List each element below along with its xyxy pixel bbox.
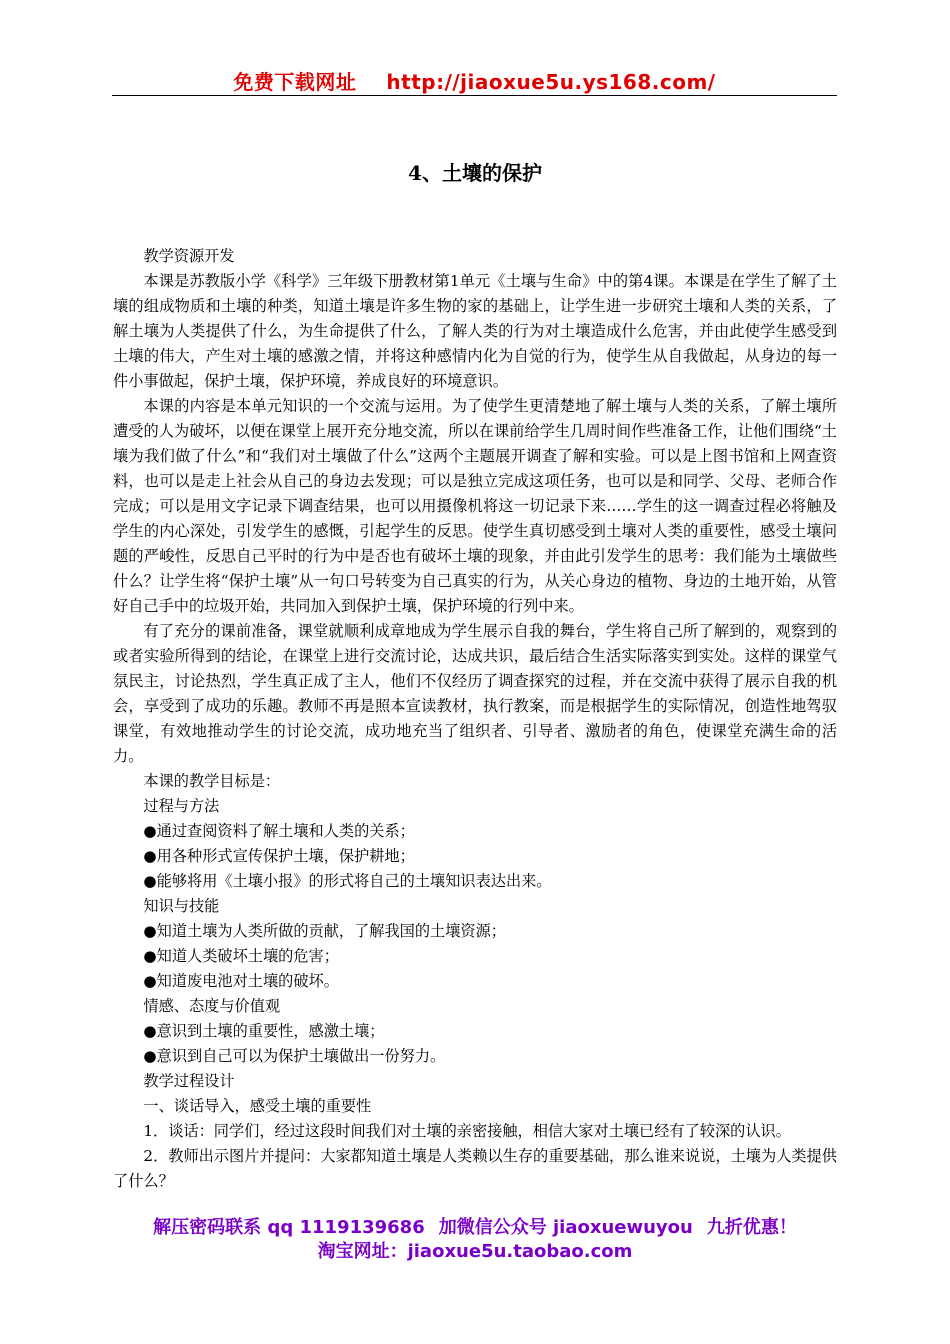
subsection-heading: 一、谈话导入，感受土壤的重要性	[143, 1097, 372, 1115]
bullet-item: ●知道人类破坏土壤的危害；	[143, 947, 339, 965]
footer-wechat: 加微信公众号 jiaoxuewuyou	[438, 1217, 693, 1238]
body-paragraph: 本课的教学目标是：	[143, 772, 281, 790]
body-paragraph: 2．教师出示图片并提问：大家都知道土壤是人类赖以生存的重要基础，那么谁来说说，土壤为人类提供了什么？	[113, 1147, 837, 1190]
footer-discount: 九折优惠！	[706, 1217, 797, 1238]
bullet-item: ●知道土壤为人类所做的贡献，了解我国的土壤资源；	[143, 922, 506, 940]
footer-line-1	[0, 1216, 950, 1240]
header-label: 免费下载网址	[233, 70, 357, 94]
subsection-heading: 情感、态度与价值观	[143, 997, 281, 1015]
document-body	[113, 244, 837, 1194]
header-banner	[112, 66, 837, 95]
body-paragraph: 本课是苏教版小学《科学》三年级下册教材第1单元《土壤与生命》中的第4课。本课是在学生了解了土壤的组成物质和土壤的种类，知道土壤是许多生物的家的基础上，让学生进一步研究土壤和人类的关系，了解土壤为人类提供了什么，为生命提供了什么，了解人类的行为对土壤造成什么危害，并由此使学生感受到土壤的伟大，产生对土壤的感激之情，并将这种感情内化为自觉的行为，使学生从自我做起，从身边的每一件小事做起，保护土壤，保护环境，养成良好的环境意识。	[113, 272, 837, 390]
body-paragraph: 本课的内容是本单元知识的一个交流与运用。为了使学生更清楚地了解土壤与人类的关系，了解土壤所遭受的人为破坏，以便在课堂上展开充分地交流，所以在课前给学生几周时间作些准备工作，让他们围绕“土壤为我们做了什么”和“我们对土壤做了什么”这两个主题展开调查了解和实验。可以是上图书馆和上网查资料，也可以是走上社会从自己的身边去发现；可以是独立完成这项任务，也可以是和同学、父母、老师合作完成；可以是用文字记录下调查结果，也可以用摄像机将这一切记录下来……学生的这一调查过程必将触及学生的内心深处，引发学生的感慨，引起学生的反思。使学生真切感受到土壤对人类的重要性，感受土壤问题的严峻性，反思自己平时的行为中是否也有破坏土壤的现象，并由此引发学生的思考：我们能为土壤做些什么？让学生将“保护土壤”从一句口号转变为自己真实的行为，从关心身边的植物、身边的土地开始，从管好自己手中的垃圾开始，共同加入到保护土壤，保护环境的行列中来。	[113, 397, 837, 615]
bullet-item: ●知道废电池对土壤的破坏。	[143, 972, 339, 990]
footer-taobao-link[interactable]: 淘宝网址：jiaoxue5u.taobao.com	[317, 1241, 633, 1262]
bullet-item: ●用各种形式宣传保护土壤，保护耕地；	[143, 847, 415, 865]
bullet-item: ●通过查阅资料了解土壤和人类的关系；	[143, 822, 415, 840]
header-divider	[112, 95, 837, 96]
subsection-heading: 知识与技能	[143, 897, 220, 915]
bullet-item: ●意识到自己可以为保护土壤做出一份努力。	[143, 1047, 446, 1065]
body-paragraph: 1．谈话：同学们，经过这段时间我们对土壤的亲密接触，相信大家对土壤已经有了较深的认识。	[143, 1122, 791, 1140]
footer-banner	[0, 1216, 950, 1264]
section-heading: 教学过程设计	[143, 1072, 235, 1090]
body-paragraph: 有了充分的课前准备，课堂就顺利成章地成为学生展示自我的舞台，学生将自己所了解到的，观察到的或者实验所得到的结论，在课堂上进行交流讨论，达成共识，最后结合生活实际落实到实处。这样的课堂气氛民主，讨论热烈，学生真正成了主人，他们不仅经历了调查探究的过程，并在交流中获得了展示自我的机会，享受到了成功的乐趣。教师不再是照本宣读教材，执行教案，而是根据学生的实际情况，创造性地驾驭课堂，有效地推动学生的讨论交流，成功地充当了组织者、引导者、激励者的角色，使课堂充满生命的活力。	[113, 622, 837, 765]
subsection-heading: 过程与方法	[143, 797, 220, 815]
bullet-item: ●能够将用《土壤小报》的形式将自己的土壤知识表达出来。	[143, 872, 552, 890]
bullet-item: ●意识到土壤的重要性，感激土壤；	[143, 1022, 385, 1040]
document-title: 4、土壤的保护	[408, 161, 542, 185]
section-heading: 教学资源开发	[143, 247, 235, 265]
footer-contact: 解压密码联系 qq 1119139686	[153, 1217, 425, 1238]
header-url-link[interactable]: http://jiaoxue5u.ys168.com/	[386, 70, 716, 94]
